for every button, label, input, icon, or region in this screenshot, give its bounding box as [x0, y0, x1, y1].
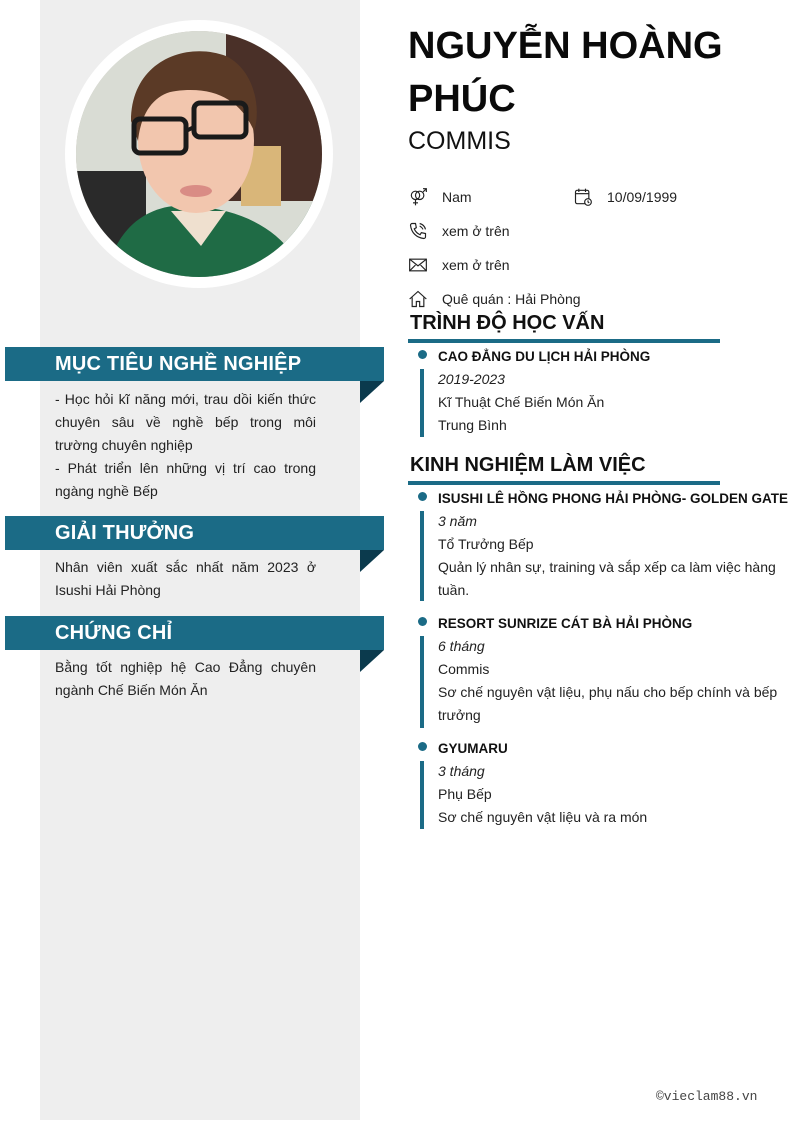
school-major: Kĩ Thuật Chế Biến Món Ăn — [438, 394, 605, 410]
certificates-ribbon-fold — [360, 650, 384, 672]
copyright: ©vieclam88.vn — [656, 1089, 758, 1104]
calendar-icon — [572, 186, 594, 208]
gender-icon — [407, 186, 429, 208]
gender-row — [407, 186, 472, 208]
objective-ribbon — [5, 347, 384, 381]
home-icon — [407, 288, 429, 310]
objective-line: - Phát triển lên những vị trí cao trong ngàng nghề Bếp — [55, 460, 316, 499]
education-item — [418, 345, 778, 437]
experience-item — [418, 737, 778, 829]
awards-text: Nhân viên xuất sắc nhất năm 2023 ở Isushi Hải Phòng — [55, 559, 316, 598]
timeline-dot — [418, 350, 427, 359]
job-description: Quản lý nhân sự, training và sắp xếp ca làm việc hàng tuần. — [438, 559, 776, 598]
experience-item — [418, 487, 789, 602]
avatar — [76, 31, 322, 277]
objective-ribbon-fold — [360, 381, 384, 403]
address-value: Quê quán : Hải Phòng — [442, 291, 581, 307]
candidate-name: NGUYỄN HOÀNG PHÚC — [408, 25, 723, 120]
job-position: Commis — [438, 661, 490, 677]
timeline-bar — [420, 761, 424, 829]
job-duration: 3 năm — [438, 513, 477, 529]
certificates-text: Bằng tốt nghiệp hệ Cao Đẳng chuyên ngành Chế Biến Món Ăn — [55, 659, 316, 698]
timeline-bar — [420, 369, 424, 437]
school-name: CAO ĐẲNG DU LỊCH HẢI PHÒNG — [438, 349, 651, 364]
certificates-title: CHỨNG CHỈ — [55, 622, 173, 644]
phone-row — [407, 220, 510, 242]
awards-title: GIẢI THƯỞNG — [55, 522, 195, 544]
timeline-bar — [420, 511, 424, 601]
objective-line: - Học hỏi kĩ năng mới, trau dồi kiến thức chuyên sâu về nghề bếp trong môi trường chuyên nghiệp — [55, 391, 316, 453]
address-row — [407, 288, 581, 310]
objective-title: MỤC TIÊU NGHỀ NGHIỆP — [55, 353, 302, 375]
school-period: 2019-2023 — [438, 371, 505, 387]
job-description: Sơ chế nguyên vật liệu và ra món — [438, 809, 648, 825]
gender-value: Nam — [442, 189, 472, 205]
timeline-dot — [418, 742, 427, 751]
job-duration: 3 tháng — [438, 763, 485, 779]
email-value: xem ở trên — [442, 257, 510, 273]
profile-photo — [76, 31, 322, 277]
school-grade: Trung Bình — [438, 417, 507, 433]
objective-text — [55, 388, 316, 503]
company-name: RESORT SUNRIZE CÁT BÀ HẢI PHÒNG — [438, 616, 693, 631]
experience-divider — [408, 481, 720, 485]
job-duration: 6 tháng — [438, 638, 485, 654]
job-description: Sơ chế nguyên vật liệu, phụ nấu cho bếp chính và bếp trưởng — [438, 684, 778, 723]
certificates-ribbon — [5, 616, 384, 650]
email-row — [407, 254, 510, 276]
company-name: ISUSHI LÊ HỒNG PHONG HẢI PHÒNG- GOLDEN GATE — [438, 491, 789, 506]
education-title: TRÌNH ĐỘ HỌC VẤN — [410, 312, 605, 334]
education-divider — [408, 339, 720, 343]
phone-value: xem ở trên — [442, 223, 510, 239]
mail-icon — [407, 254, 429, 276]
birthday-row — [572, 186, 677, 208]
candidate-role: COMMIS — [408, 127, 511, 155]
experience-item — [418, 612, 778, 727]
job-position: Phụ Bếp — [438, 786, 492, 802]
birthday-value: 10/09/1999 — [607, 189, 678, 205]
timeline-dot — [418, 617, 427, 626]
experience-title: KINH NGHIỆM LÀM VIỆC — [410, 454, 646, 476]
job-position: Tổ Trưởng Bếp — [438, 536, 534, 552]
timeline-dot — [418, 492, 427, 501]
awards-ribbon-fold — [360, 550, 384, 572]
company-name: GYUMARU — [438, 741, 508, 756]
awards-ribbon — [5, 516, 384, 550]
timeline-bar — [420, 636, 424, 728]
phone-icon — [407, 220, 429, 242]
